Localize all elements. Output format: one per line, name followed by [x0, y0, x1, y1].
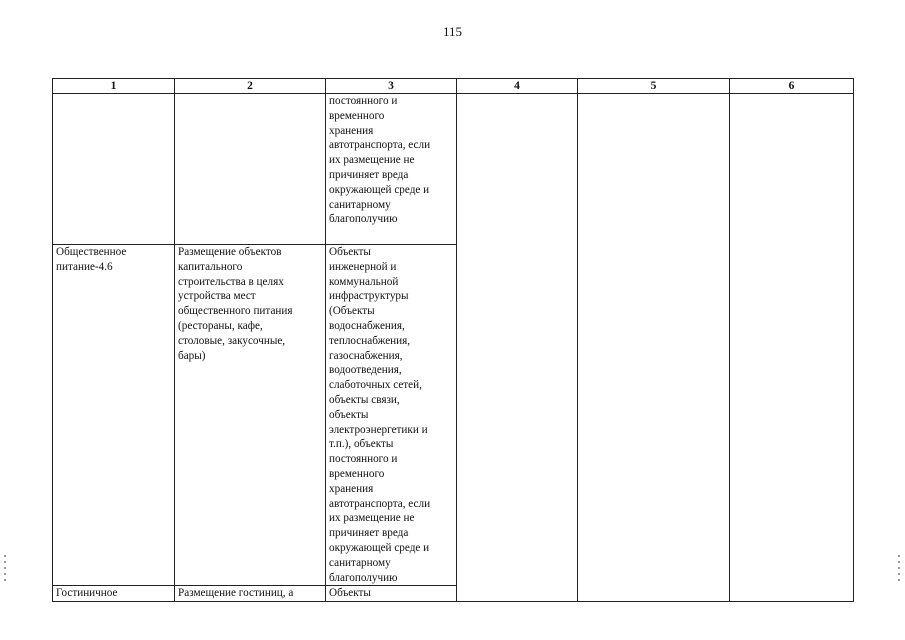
cell-land-use-description: Размещение объектов капитального строительства в целях устройства мест общественного питания (рестораны, кафе, столовые, закусочные, бары)	[175, 245, 326, 586]
cell-permitted-objects: постоянного и временного хранения автотранспорта, если их размещение не причиняет вреда окружающей среде и санитарному благополучию	[326, 94, 457, 245]
cell-column-4	[457, 94, 578, 602]
cell-land-use-name	[53, 94, 175, 245]
scan-edge-mark-right	[898, 555, 900, 585]
cell-column-6	[730, 94, 854, 602]
cell-land-use-name: Гостиничное	[53, 586, 175, 602]
cell-land-use-name: Общественное питание-4.6	[53, 245, 175, 586]
cell-land-use-description	[175, 94, 326, 245]
column-header-3: 3	[326, 79, 457, 94]
cell-land-use-description: Размещение гостиниц, а	[175, 586, 326, 602]
scan-edge-mark-left	[4, 555, 6, 585]
cell-column-5	[578, 94, 730, 602]
header-row	[53, 79, 854, 94]
table-row	[53, 94, 854, 245]
cell-permitted-objects: Объекты инженерной и коммунальной инфраструктуры (Объекты водоснабжения, теплоснабжения, газоснабжения, водоотведения, слаботочных сетей, объекты связи, объекты электроэнергетики и т.п.), объекты постоянного и временного хранения автотранспорта, если их размещение не причиняет вреда окружающей среде и санитарному благополучию	[326, 245, 457, 586]
column-header-5: 5	[578, 79, 730, 94]
column-header-2: 2	[175, 79, 326, 94]
column-header-1: 1	[53, 79, 175, 94]
cell-permitted-objects: Объекты	[326, 586, 457, 602]
column-header-6: 6	[730, 79, 854, 94]
document-table	[52, 78, 854, 602]
column-header-4: 4	[457, 79, 578, 94]
page-number: 115	[442, 24, 463, 39]
